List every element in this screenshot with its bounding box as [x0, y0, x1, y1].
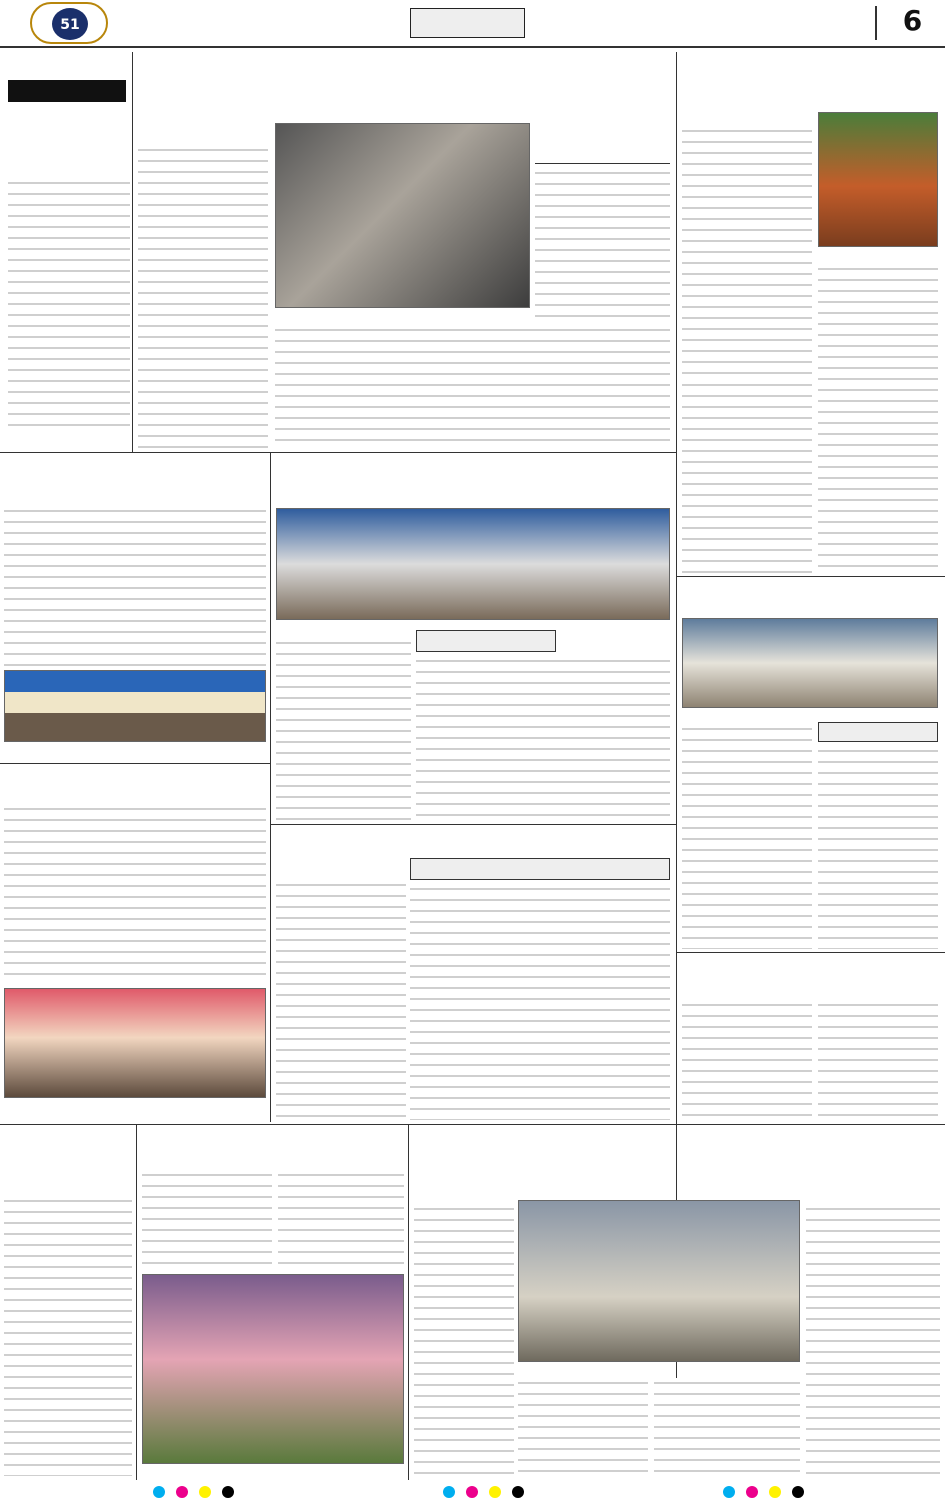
- court-body-b: [410, 884, 670, 1120]
- muslim-photo: [682, 618, 938, 708]
- masthead: [0, 0, 945, 46]
- row-rule-right-2: [676, 952, 945, 953]
- row-rule-3: [270, 824, 676, 825]
- main-story-col2: [535, 168, 670, 318]
- reg-yellow-mark: [489, 1486, 501, 1498]
- reg-marks-left: [150, 1483, 237, 1502]
- right-top-photo-caption: [818, 249, 938, 261]
- reg-black-mark: [792, 1486, 804, 1498]
- poshan-body-b: [278, 1170, 404, 1270]
- right-top-body-a: [682, 126, 812, 376]
- poshan-photo-caption: [142, 1466, 404, 1478]
- right-top-kicker: [682, 100, 812, 122]
- students-body: [4, 506, 266, 666]
- muslim-body: [682, 724, 812, 949]
- masthead-divider: [875, 6, 877, 40]
- reg-black-mark: [222, 1486, 234, 1498]
- natak-photo: [276, 508, 670, 620]
- reg-yellow-mark: [769, 1486, 781, 1498]
- logo-number: 51: [60, 17, 80, 33]
- prajna-body: [4, 804, 266, 984]
- reg-magenta-mark: [466, 1486, 478, 1498]
- bhadrak-photo: [518, 1200, 800, 1362]
- cow-body-a: [682, 1000, 812, 1122]
- row-rule-1: [0, 452, 676, 453]
- logo-badge: [52, 8, 88, 40]
- main-sub-kicker: [535, 128, 670, 164]
- bhadrak-photo-caption: [518, 1364, 800, 1376]
- prajna-headline: [4, 766, 266, 802]
- masthead-rule: [0, 46, 945, 48]
- right-top-body-c: [682, 380, 812, 574]
- bhadrak-body-b: [518, 1378, 648, 1478]
- main-photo-caption: [275, 310, 530, 322]
- section-tag: [410, 8, 525, 38]
- students-headline: [4, 456, 266, 504]
- bhadrak-body-d: [806, 1204, 940, 1479]
- poshan-body-a: [142, 1170, 272, 1270]
- right-top-body-b: [818, 264, 938, 574]
- cow-headline: [682, 956, 940, 996]
- row-rule-right-1: [676, 576, 945, 577]
- reg-marks-center: [440, 1483, 527, 1502]
- reg-yellow-mark: [199, 1486, 211, 1498]
- reg-marks-right: [720, 1483, 807, 1502]
- canal-body: [4, 1196, 132, 1476]
- reg-cyan-mark: [723, 1486, 735, 1498]
- col-rule-5: [136, 1124, 137, 1480]
- natak-sub-kicker: [416, 630, 556, 652]
- pahalgam-kicker: [818, 722, 938, 742]
- court-sub-kicker: [410, 858, 670, 880]
- canal-headline: [4, 1128, 132, 1192]
- reg-cyan-mark: [443, 1486, 455, 1498]
- right-top-photo: [818, 112, 938, 247]
- farewell-photo: [4, 670, 266, 742]
- main-headline: [138, 52, 670, 122]
- muslim-headline: [682, 580, 940, 616]
- reg-magenta-mark: [176, 1486, 188, 1498]
- prajna-photo: [4, 988, 266, 1098]
- row-rule-4: [0, 1124, 945, 1125]
- reg-cyan-mark: [153, 1486, 165, 1498]
- newspaper-logo: [30, 2, 108, 44]
- bhadrak-headline: [414, 1128, 940, 1198]
- main-story-photo: [275, 123, 530, 308]
- poshan-headline: [142, 1128, 404, 1168]
- brief1-body: [8, 178, 130, 430]
- pahalgam-body: [818, 746, 938, 949]
- natak-body-a: [276, 638, 411, 823]
- poshan-photo: [142, 1274, 404, 1464]
- brief1-headline: [8, 106, 130, 176]
- farewell-photo-caption: [4, 744, 266, 756]
- row-rule-2: [0, 763, 270, 764]
- col-rule-6: [408, 1124, 409, 1480]
- court-body-a: [276, 880, 406, 1120]
- cow-body-b: [818, 1000, 938, 1122]
- natak-headline: [276, 456, 670, 506]
- col-rule-4: [270, 822, 271, 1122]
- muslim-photo-caption: [682, 710, 938, 722]
- prajna-photo-caption: [4, 1100, 266, 1112]
- footer-bar: [0, 1482, 945, 1497]
- main-story-col1: [138, 145, 268, 450]
- col-rule-1: [132, 52, 133, 452]
- page-number: 6: [902, 4, 923, 37]
- bhadrak-body-c: [654, 1378, 800, 1478]
- right-top-headline: [682, 52, 940, 102]
- reg-magenta-mark: [746, 1486, 758, 1498]
- bhadrak-body-a: [414, 1204, 514, 1479]
- main-story-col3: [275, 325, 670, 450]
- natak-body-b: [416, 656, 670, 823]
- reg-black-mark: [512, 1486, 524, 1498]
- briefs-tag: [8, 80, 126, 102]
- col-rule-3: [270, 452, 271, 822]
